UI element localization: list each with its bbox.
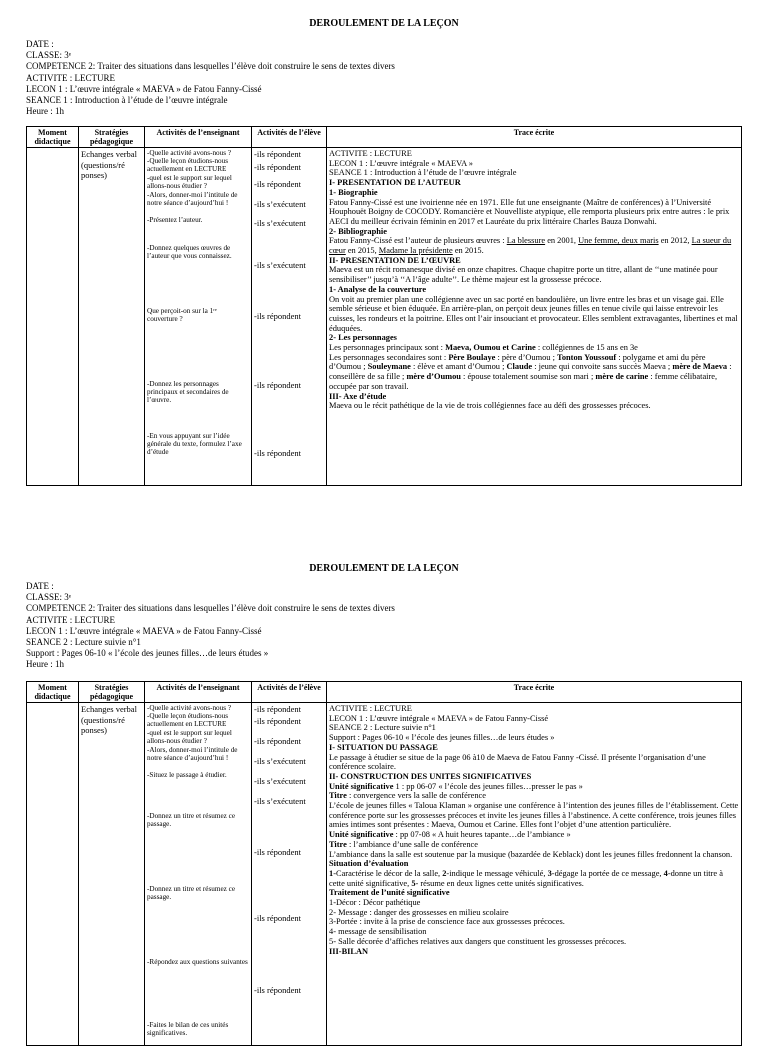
- header-competence: COMPETENCE 2: Traiter des situations dans lesquelles l’élève doit construire le sens de textes divers: [26, 61, 395, 72]
- answer-line: 1-Décor : Décor pathétique: [329, 898, 421, 908]
- main-characters-text: Les personnages principaux sont : Maeva, Oumou et Carine : collégiennes de 15 ans en 3e: [329, 343, 638, 353]
- header-session: SEANCE 2 : Lecture suivie n°1: [26, 637, 141, 648]
- lesson-table: [26, 681, 742, 1046]
- lesson-page-2: [0, 540, 768, 1038]
- secondary-characters-text: Les personnages secondaires sont : Père Boulaye : père d’Oumou ; Tonton Youssouf : polygame et ami du père d’Oumou ; Souleymane : élève et amant d’Oumou ; Claude : jeune qui convoite sans succès Maeva ; mère de Maeva : conseillère de sa fille ; mère d’Oumou : épouse totalement soumise son mari ; mère de carine : femme célibataire, occupée par son travail.: [329, 352, 732, 391]
- subsection-heading: 2- Les personnages: [329, 333, 397, 343]
- teacher-question: -quel est le support sur lequel allons-nous étudier ?: [147, 729, 232, 746]
- header-date: DATE :: [26, 39, 54, 49]
- moment-cell: [27, 148, 79, 486]
- lesson-header: [26, 39, 395, 117]
- work-title: La sueur du cœur: [329, 236, 732, 256]
- teacher-question: Que perçoit-on sur la 1ʳᵉ couverture ?: [147, 307, 217, 324]
- section-heading: I- SITUATION DU PASSAGE: [329, 742, 438, 752]
- moment-cell: [27, 703, 79, 1046]
- student-response: -ils s’exécutent: [254, 218, 306, 228]
- evaluation-questions: 1-Caractérise le décor de la salle, 2-indique le message véhiculé, 3-dégage la portée de ce message, 4-donne un titre à cette unité significative, 5- résume en deux lignes cette unités significatives.: [329, 868, 723, 888]
- trace-support: Support : Pages 06-10 « l’école des jeunes filles…de leurs études »: [329, 733, 555, 743]
- student-response: -ils répondent: [254, 380, 301, 390]
- trace-session: SEANCE 1 : Introduction à l’étude de l’œuvre intégrale: [329, 168, 517, 178]
- unit-summary: L’ambiance dans la salle est soutenue par la musique (bazardée de Keblack) dont les jeunes filles fredonnent la chanson.: [329, 849, 733, 859]
- cover-analysis-text: On voit au premier plan une collégienne avec un sac porté en bandoulière, un livre entre les bras et un visage gai. Elle semble sérieuse et bien éduquée. En arrière-plan, on perçoit deux jeunes filles en tenue civile qui laisse entrevoir les cuisses, les rondeurs et la poitrine. Elles ont l’air insouciant et provocateur. Elles semblent extravagantes, libertines et mal éduquées.: [329, 294, 738, 333]
- header-lesson: LECON 1 : L’œuvre intégrale « MAEVA » de Fatou Fanny-Cissé: [26, 625, 262, 636]
- page-title: DEROULEMENT DE LA LEÇON: [309, 18, 459, 29]
- student-response: -ils s’exécutent: [254, 199, 306, 209]
- student-response: -ils répondent: [254, 311, 301, 321]
- student-response: -ils répondent: [254, 736, 301, 746]
- student-response: -ils répondent: [254, 179, 301, 189]
- biography-text: Fatou Fanny-Cissé est une ivoirienne née en 1971. Elle fut une enseignante (Maître de conférences) à l’Université Houphouët Boigny de COCODY. Romancière et Nouvelliste atypique, elle remporta plusieurs prix entre autres : le prix AECI du meilleur écrivain féminin en 2017 et Lauréate du prix littéraire Charles Bauza Donwahi.: [329, 197, 730, 226]
- student-response: -ils s’exécutent: [254, 260, 306, 270]
- work-title: Une femme, deux maris: [578, 236, 659, 246]
- table-header-row: [27, 682, 742, 703]
- trace-lesson: LECON 1 : L’œuvre intégrale « MAEVA »: [329, 158, 473, 168]
- teacher-question: -Quelle activité avons-nous ?: [147, 149, 232, 157]
- table-row: [27, 703, 742, 1046]
- column-header: Trace écrite: [327, 682, 742, 703]
- unit-summary: L’école de jeunes filles « Taloua Klaman » organise une conférence à l’intention des jeunes filles de l’établissement. Cette conférence porte sur les grossesses précoces et invite les jeunes filles à l’abstinence. A cette conférence, trois jeunes filles amies intimes sont présentes : Maeva, Oumou et Carine. Elles font l’objet d’une attention particulière.: [329, 801, 739, 830]
- unit-title: Titre : convergence vers la salle de conférence: [329, 791, 486, 801]
- student-response: -ils répondent: [254, 149, 301, 159]
- column-header: Moment didactique: [27, 127, 79, 148]
- column-header: Activités de l’élève: [252, 682, 327, 703]
- strategies-cell: Echanges verbal (questions/ré ponses): [79, 703, 145, 1046]
- teacher-question: -quel est le support sur lequel allons-nous étudier ?: [147, 174, 232, 191]
- teacher-question: -Quelle leçon étudions-nous actuellement en LECTURE: [147, 157, 229, 174]
- teacher-question: -Répondez aux questions suivantes: [147, 958, 248, 966]
- teacher-question: -Alors, donner-moi l’intitule de notre séance d’aujourd’hui !: [147, 191, 238, 208]
- student-response: -ils répondent: [254, 913, 301, 923]
- header-support: Support : Pages 06-10 « l’école des jeunes filles…de leurs études »: [26, 648, 269, 659]
- trace-activity: ACTIVITE : LECTURE: [329, 149, 412, 158]
- header-duration: Heure : 1h: [26, 106, 64, 117]
- section-heading: I- PRESENTATION DE L’AUTEUR: [329, 178, 461, 188]
- student-response: -ils répondent: [254, 716, 301, 726]
- column-header: Activités de l’enseignant: [145, 127, 252, 148]
- student-activities-cell: [252, 148, 327, 486]
- teacher-question: -Quelle leçon étudions-nous actuellement en LECTURE: [147, 712, 229, 729]
- student-response: -ils s’exécutent: [254, 796, 306, 806]
- header-activity: ACTIVITE : LECTURE: [26, 614, 115, 625]
- page-title: DEROULEMENT DE LA LEÇON: [309, 563, 459, 574]
- student-response: -ils répondent: [254, 985, 301, 995]
- evaluation-heading: Situation d’évaluation: [329, 859, 409, 869]
- answer-line: 4- message de sensibilisation: [329, 927, 427, 937]
- table-header-row: [27, 127, 742, 148]
- header-duration: Heure : 1h: [26, 659, 64, 670]
- header-competence: COMPETENCE 2: Traiter des situations dans lesquelles l’élève doit construire le sens de textes divers: [26, 603, 395, 614]
- student-response: -ils s’exécutent: [254, 756, 306, 766]
- strategies-cell: Echanges verbal (questions/ré ponses): [79, 148, 145, 486]
- student-response: -ils répondent: [254, 847, 301, 857]
- teacher-activities-cell: [145, 703, 252, 1046]
- teacher-question: -Situez le passage à étudier.: [147, 771, 227, 779]
- teacher-question: -Présentez l’auteur.: [147, 216, 203, 224]
- teacher-question: -En vous appuyant sur l’idée générale du texte, formulez l’axe d’étude: [147, 432, 242, 457]
- student-response: -ils répondent: [254, 162, 301, 172]
- treatment-heading: Traitement de l’unité significative: [329, 888, 450, 898]
- subsection-heading: 2- Bibliographie: [329, 226, 387, 236]
- bibliography-text: Fatou Fanny-Cissé est l’auteur de plusieurs œuvres : La blessure en 2001, Une femme, deux maris en 2012, La sueur du cœur en 2015, Madame la présidente en 2015.: [329, 236, 732, 256]
- header-date: DATE :: [26, 581, 54, 591]
- answer-line: 2- Message : danger des grossesses en milieu scolaire: [329, 907, 509, 917]
- student-activities-cell: [252, 703, 327, 1046]
- table-row: [27, 148, 742, 486]
- work-presentation-text: Maeva est un récit romanesque divisé en onze chapitres. Chaque chapitre porte un titre, allant de ‘‘une matinée pour sensibiliser’’ jusqu’à ‘‘A l’âge adulte’’. Le thème majeur est la grossesse précoce.: [329, 265, 718, 285]
- column-header: Activités de l’enseignant: [145, 682, 252, 703]
- trace-ecrite-cell: [327, 148, 742, 486]
- section-heading: III-BILAN: [329, 946, 369, 956]
- teacher-question: -Donnez un titre et résumez ce passage.: [147, 812, 236, 829]
- section-heading: II- CONSTRUCTION DES UNITES SIGNIFICATIVES: [329, 771, 532, 781]
- student-response: -ils s’exécutent: [254, 776, 306, 786]
- subsection-heading: 1- Analyse de la couverture: [329, 284, 427, 294]
- situation-text: Le passage à étudier se situe de la page 06 à10 de Maeva de Fatou Fanny -Cissé. Il présente l’organisation d’une conférence scolaire.: [329, 752, 706, 772]
- unit-heading: Unité significative : pp 07-08 « A huit heures tapante…de l’ambiance »: [329, 830, 571, 840]
- teacher-question: -Faites le bilan de ces unités significatives.: [147, 1021, 229, 1038]
- header-class: CLASSE: 3ᵉ: [26, 50, 72, 61]
- header-class: CLASSE: 3ᵉ: [26, 592, 72, 603]
- column-header: Stratégies pédagogique: [79, 127, 145, 148]
- column-header: Trace écrite: [327, 127, 742, 148]
- student-response: -ils répondent: [254, 448, 301, 458]
- trace-activity: ACTIVITE : LECTURE: [329, 704, 412, 713]
- unit-heading: Unité significative 1 : pp 06-07 « l’école des jeunes filles…presser le pas »: [329, 781, 583, 791]
- teacher-question: -Donnez quelques œuvres de l’auteur que vous connaissez.: [147, 244, 232, 261]
- lesson-table: [26, 126, 742, 486]
- teacher-question: -Donnez un titre et résumez ce passage.: [147, 885, 236, 902]
- teacher-question: -Donnez les personnages principaux et secondaires de l’œuvre.: [147, 380, 229, 405]
- lesson-header: [26, 581, 395, 671]
- answer-line: 3-Portée : invite à la prise de conscience face aux grossesses précoces.: [329, 917, 565, 927]
- teacher-activities-cell: [145, 148, 252, 486]
- header-lesson: LECON 1 : L’œuvre intégrale « MAEVA » de Fatou Fanny-Cissé: [26, 83, 262, 94]
- teacher-question: -Alors, donner-moi l’intitule de notre séance d’aujourd’hui !: [147, 746, 238, 763]
- section-heading: II- PRESENTATION DE L’ŒUVRE: [329, 255, 461, 265]
- study-axis-text: Maeva ou le récit pathétique de la vie de trois collégiennes face au défi des grossesses précoces.: [329, 401, 651, 411]
- header-session: SEANCE 1 : Introduction à l’étude de l’œuvre intégrale: [26, 95, 228, 106]
- teacher-question: -Quelle activité avons-nous ?: [147, 704, 232, 712]
- header-activity: ACTIVITE : LECTURE: [26, 72, 115, 83]
- work-title: La blessure: [506, 236, 546, 246]
- answer-line: 5- Salle décorée d’affiches relatives aux dangers que constituent les grossesses précoces.: [329, 936, 627, 946]
- column-header: Stratégies pédagogique: [79, 682, 145, 703]
- student-response: -ils répondent: [254, 704, 301, 714]
- trace-ecrite-cell: [327, 703, 742, 1046]
- work-title: Madame la présidente: [378, 246, 453, 256]
- unit-title: Titre : l’ambiance d’une salle de conférence: [329, 839, 478, 849]
- trace-session: SEANCE 2 : Lecture suivie n°1: [329, 723, 436, 733]
- subsection-heading: 1- Biographie: [329, 187, 378, 197]
- section-heading: III- Axe d’étude: [329, 391, 387, 401]
- column-header: Moment didactique: [27, 682, 79, 703]
- column-header: Activités de l’élève: [252, 127, 327, 148]
- trace-lesson: LECON 1 : L’œuvre intégrale « MAEVA » de Fatou Fanny-Cissé: [329, 713, 549, 723]
